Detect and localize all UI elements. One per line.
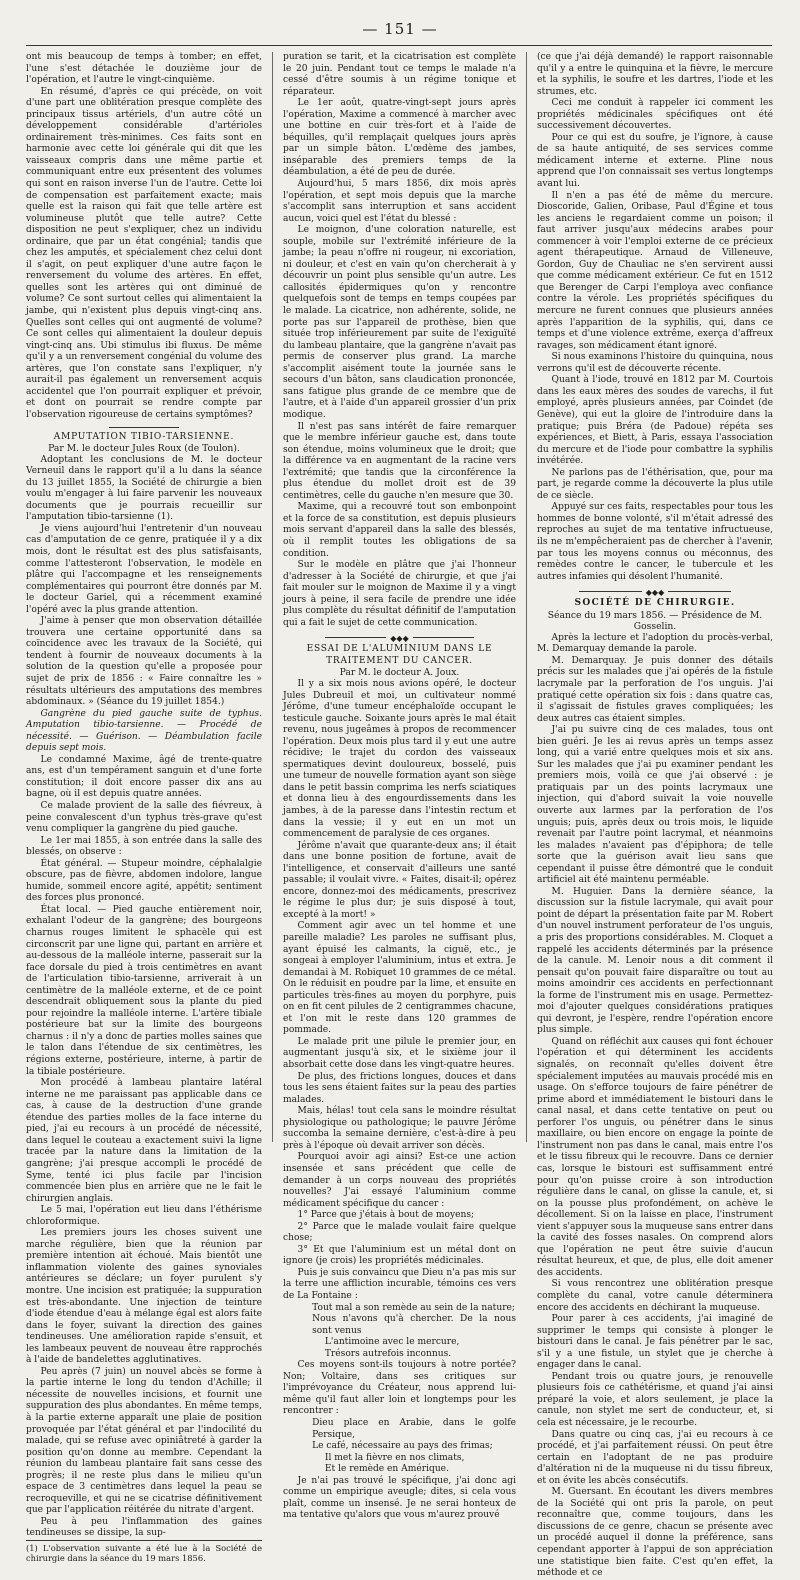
paragraph: Il y a six mois nous avions opéré, le docteur Jules Dubreuil et moi, un cultivateur nommé Jérôme, d'une tumeur encéphaloïde occupant le testicule gauche. Soixante jours après le mal était revenu, nous jugeâmes à propos de recommencer l'opération. Deux mois plus tard il y eut une autre récidive; le trajet du cordon des vaisseaux spermatiques devint douloureux, bosselé, puis une tumeur de nouvelle formation ayant son siège dans le petit bassin comprima les nerfs sciatiques et donna lieu à des engourdissements dans les jambes, à de la paresse dans l'intestin rectum et dans la vessie; il y eut en un mot un commencement de paralysie de ces organes. [283,678,516,840]
verse-line: L'antimoine avec le mercure, [324,1337,460,1348]
paragraph: État général. — Stupeur moindre, céphalalgie obscure, pas de fièvre, abdomen indolore, langue humide, sommeil encore agité, appétit; sentiment des forces plus prononcé. [26,858,262,904]
ornament-divider: ◆◆◆ [537,588,773,595]
paragraph: Je n'ai pas trouvé le spécifique, j'ai donc agi comme un empirique aveugle; dites, si cela vous plaît, comme un insensé. Je ne serai honteux de ma tentative qu'alors que vous m'aurez prouvé [283,1475,516,1521]
verse-line: Tout mal a son remède au sein de la nature; [312,1302,515,1313]
byline-joux: Par M. le docteur A. Joux. [339,667,460,679]
paragraph: ont mis beaucoup de temps à tomber; en effet, l'une s'est détachée le douzième jour de l'opération, et l'autre le vingt-cinquième. [26,52,262,86]
paragraph: Après la lecture et l'adoption du procès-verbal, M. Demarquay demande la parole. [537,632,773,655]
paragraph: Peu à peu l'inflammation des gaines tendineuses se dissipe, la sup- [26,1516,262,1539]
verse-line: Et le remède en Amérique. [324,1464,449,1475]
verse-line: Dieu place en Arabie, dans le golfe Persique, [312,1417,516,1440]
list-item: 1° Parce que j'étais à bout de moyens; [297,1210,475,1221]
paragraph: Les premiers jours les choses suivent une marche régulière, bien que la réunion par première intention ait échoué. Mais bientôt une inflammation violente des gaines synoviales antérieures se déclare; un foyer purulent s'y montre. Une incision est pratiquée; la suppuration est très-abondante. Une injection de teinture d'iode étendue d'eau à mélange égal est alors faite dans le foyer, suivant la direction des gaines tendineuses. Une amélioration rapide s'ensuit, et les lambeaux peuvent de nouveau être rapprochés à l'aide de bandelettes agglutinatives. [26,1228,262,1366]
paragraph: Il n'en a pas été de même du mercure. Dioscoride, Galien, Oribase, Paul d'Égine et tous les anciens le regardaient comme un poison; il faut arriver jusqu'aux médecins arabes pour commencer à voir l'emploi externe de ce précieux agent thérapeutique. Arnaud de Villeneuve, Gordon, Guy de Chauliac ne s'en servirent aussi que comme médicament extérieur. Ce fut en 1512 que Berenger de Carpi l'employa avec confiance contre la vérole. Les propriétés spécifiques du mercure ne furent connues que plusieurs années après l'apparition de la syphilis, qui, dans ce temps et d'une violence extrême, exerça d'affreux ravages, son médicament étant ignoré. [537,190,773,351]
paragraph: J'aime à penser que mon observation détaillée trouvera une certaine opportunité dans sa coïncidence avec les travaux de la Société, qui tendent à fournir de nouveaux documents à la solution de la question qu'elle a proposée pour sujet de prix de 1856 : « Faire connaître les » résultats ultérieurs des amputations des membres abdominaux. » (Séance du 19 juillet 1854.) [26,616,262,708]
paragraph: Ce malade provient de la salle des fiévreux, à peine convalescent d'un typhus très-grave qu'est venu compliquer la gangrène du pied gauche. [26,801,262,835]
paragraph: Mon procédé à lambeau plantaire latéral interne ne me paraissant pas applicable dans ce cas, à cause de la destruction d'une grande étendue des parties molles de la face interne du pied, j'ai eu recours à un procédé de nécessité, dans lequel le couteau a exactement suivi la ligne tracée par la nature dans la limitation de la gangrène; j'ai presque accompli le procédé de Syme, tenté ici plus facile par l'incision commencée bien plus en arrière que ne le fait le chirurgien anglais. [26,1078,262,1204]
paragraph: Le 5 mai, l'opération eut lieu dans l'éthérisme chloroformique. [26,1205,262,1227]
header-rule [26,45,772,46]
paragraph: M. Demarquay. Je puis donner des détails précis sur les malades que j'ai opérés de la fistule lacrymale par la perforation de l'os unguis. J'ai pratiqué cette opération six fois : dans quatre cas, il s'agissait de fistules graves compliquées; les deux autres cas étaient simples. [537,655,773,724]
paragraph: M. Guersant. En écoutant les divers membres de la Société qui ont pris la parole, on peut reconnaître que, comme toujours, dans les discussions de ce genre, chacun se présente avec un procédé auquel il donne la préférence, sans cependant apporter à l'appui de son appréciation une statistique bien faite. C'est qu'en effet, la méthode et ce [537,1487,773,1579]
paragraph: Pendant trois ou quatre jours, je renouvelle plusieurs fois ce cathétérisme, et quand j'ai ainsi préparé la voie, et alors seulement, je place la canule, non stylet me sert de conducteur, et, si cela est nécessaire, je le recourbe. [537,1371,773,1428]
paragraph: Ne parlons pas de l'éthérisation, que, pour ma part, je regarde comme la découverte la plus utile de ce siècle. [537,467,773,501]
paragraph: Le 1er août, quatre-vingt-sept jours après l'opération, Maxime a commencé à marcher avec une bottine en cuir très-fort et à l'aide de béquilles, qu'il remplaçait quelques jours après par un simple bâton. L'œdème des jambes, inséparable des premiers temps de la déambulation, a été de peu de durée. [283,98,516,178]
paragraph: Dans quatre ou cinq cas, j'ai eu recours à ce procédé, et j'ai parfaitement réussi. On peut être certain en l'adoptant de ne pas produire d'altération ni de la muqueuse ni du tissu fibreux, et on évite les abcès consécutifs. [537,1429,773,1486]
paragraph: Le condamné Maxime, âgé de trente-quatre ans, est d'un tempérament sanguin et d'une forte constitution; il doit encore passer dix ans au bagne, où il est depuis quatre années. [26,754,262,800]
column-separator [526,52,527,1142]
verse-line: Nous n'avons qu'à chercher. De la nous sont venus [312,1314,516,1336]
column-right [537,52,773,1579]
section-title-aluminium: ESSAI DE L'ALUMINIUM DANS LE TRAITEMENT DU CANCER. [306,644,493,666]
paragraph: Pour ce qui est du soufre, je l'ignore, à cause de sa haute antiquité, de ses services comme médicament interne et externe. Pline nous apprend que l'on connaissait ses vertus longtemps avant lui. [537,132,773,190]
paragraph: Pour parer à ces accidents, j'ai imaginé de supprimer le temps qui consiste à plonger le bistouri dans le canal. Je fais pénétrer par le sac, s'il y a une fistule, un stylet que je cherche à engager dans le canal. [537,1314,773,1371]
paragraph: J'ai pu suivre cinq de ces malades, tous ont bien guéri. Je les ai revus après un temps assez long, qui a varié entre quelques mois et six ans. Sur les malades que j'ai pu examiner pendant les premiers mois, voilà ce que j'ai observé : je pratiquais par un des points lacrymaux une injection, qui d'abord suivait la voie nouvelle ouverte aux larmes par la perforation de l'os unguis; puis, après deux ou trois mois, le liquide revenait par l'autre point lacrymal, et néanmoins les malades n'avaient pas d'épiphora; de telle sorte que la guérison avait lieu sans que cependant il puisse être démontré que le conduit artificiel ait été maintenu perméable. [537,725,773,886]
session-line: Séance du 19 mars 1856. — Présidence de M. Gosselin. [547,609,763,633]
paragraph: Adoptant les conclusions de M. le docteur Verneuil dans le rapport qu'il a lu dans la séance du 13 juillet 1855, la Société de chirurgie a bien voulu m'engager à lui faire parvenir les nouveaux documents que je pourrais recueillir sur l'amputation tibio-tarsienne (1). [26,454,262,523]
paragraph: Je viens aujourd'hui l'entretenir d'un nouveau cas d'amputation de ce genre, pratiquée il y a dix mois, dont le résultat est des plus satisfaisants, comme l'attesteront l'observation, le modèle en plâtre qui l'accompagne et les renseignements complémentaires qui pourront être donnés par M. le docteur Gariel, qui a récemment examiné l'opéré avec la plus grande attention. [26,523,262,615]
paragraph: Puis je suis convaincu que Dieu n'a pas mis sur la terre une affliction incurable, témoins ces vers de La Fontaine : [283,1267,516,1301]
paragraph: (ce que j'ai déjà demandé) le rapport raisonnable qu'il y a entre le quinquina et la fièvre, le mercure et la syphilis, le soufre et les dartres, l'iode et les strumes, etc. [537,52,773,97]
paragraph: Peu après (7 juin) un nouvel abcès se forme à la partie interne le long du tendon d'Achille; il nécessite de nouvelles incisions, et fournit une suppuration des plus abondantes. En même temps, à la partie externe apparaît une plaie de position provoquée par l'état général et par l'indocilité du malade, qui se refuse avec opiniâtreté à garder la position qu'on donne au membre. Cependant la réunion du lambeau plantaire fait sans cesse des progrès; il ne reste plus dans le milieu qu'un espace de 3 centimètres dans lequel la peau se recroqueville, et qui ne se cicatrise définitivement que par l'application réitérée du nitrate d'argent. [26,1366,262,1516]
footnote: (1) L'observation suivante a été lue à la Société de chirurgie dans la séance du 19 mars 1856. [26,1540,262,1564]
paragraph: Jérôme n'avait que quarante-deux ans; il était dans une bonne position de fortune, avait de l'intelligence, et conservait d'ailleurs une santé passable; il voulait vivre. « Faites, disait-il; opérez encore, donnez-moi des médicaments, prescrivez le régime le plus dur; je suis disposé à tout, excepté à la mort! » [283,840,516,920]
paragraph: Ces moyens sont-ils toujours à notre portée? Non; Voltaire, dans ses critiques sur l'imprévoyance du Créateur, nous apprend lui-même qu'il faut aller loin et longtemps pour les rencontrer : [283,1360,516,1417]
paragraph: Pourquoi avoir agi ainsi? Est-ce une action insensée et sans précédent que celle de demander à un corps nouveau des propriétés nouvelles? J'ai essayé l'aluminium comme médicament spécifique du cancer : [283,1152,516,1209]
paragraph: Ceci me conduit à rappeler ici comment les propriétés médicinales spécifiques ont été successivement découvertes. [537,98,773,132]
paragraph: puration se tarit, et la cicatrisation est complète le 20 juin. Pendant tout ce temps le malade n'a cessé d'être soumis à un régime tonique et réparateur. [283,52,516,97]
paragraph: État local. — Pied gauche entièrement noir, exhalant l'odeur de la gangrène; des bourgeons charnus rouges limitent le sphacèle qui est circonscrit par une ligne qui, partant en arrière et au-dessous de la malléole interne, passerait sur la face dorsale du pied à trois centimètres en avant de l'articulation tibio-tarsienne, arriverait à un centimètre de la malléole externe, et de ce point descendrait obliquement sous la plante du pied pour rejoindre la malléole interne. L'artère tibiale postérieure bat sur la limite des bourgeons charnus : il n'y a donc de parties molles saines que le talon dans l'étendue de six centimètres, les régions externe, postérieure, interne, à partir de la tibiale postérieure. [26,904,262,1077]
paragraph: Le 1er mai 1855, à son entrée dans la salle des blessés, on observe : [26,835,262,858]
paragraph: M. Huguier. Dans la dernière séance, la discussion sur la fistule lacrymale, qui avait pour point de départ la présentation faite par M. Robert d'un nouvel instrument perforateur de l'os unguis, a pris des proportions considérables. M. Cloquet a rappelé les accidents déterminés par la présence de la canule. M. Lenoir nous a dit comment il pensait qu'on pouvait faire disparaître ou tout au moins amoindrir ces accidents en perfectionnant la forme de l'instrument mis en usage. Permettez-moi d'ajouter quelques considérations pratiques qui devront, je l'espère, rendre l'opération encore plus simple. [537,886,773,1036]
paragraph: Mais, hélas! tout cela sans le moindre résultat physiologique ou pathologique; le pauvre Jérôme succomba la semaine dernière, c'est-à-dire à peu près à l'époque où devait arriver son décès. [283,1106,516,1151]
section-title-societe: SOCIÉTÉ DE CHIRURGIE. [574,598,736,609]
paragraph: Quant à l'iode, trouvé en 1812 par M. Courtois dans les eaux mères des soudes de varechs, il fut employé, après plusieurs années, par Coindet (de Genève), qui eut la gloire de l'introduire dans la pratique; puis Bréra (de Padoue) répéta ses expériences, et Biett, à Paris, essaya l'association du mercure et de l'iode pour combattre la syphilis invétérée. [537,375,773,467]
column-middle [283,52,516,1521]
byline-jules-roux: Par M. le docteur Jules Roux (de Toulon). [48,443,240,455]
paragraph: Sur le modèle en plâtre que j'ai l'honneur d'adresser à la Société de chirurgie, et que j'ai fait mouler sur le moignon de Maxime il y a vingt jours à peine, il sera facile de prendre une idée plus complète du résultat définitif de l'amputation qui a fait le sujet de cette communication. [283,560,516,628]
paragraph: Appuyé sur ces faits, respectables pour tous les hommes de bonne volonté, s'il m'était adressé des reproches au sujet de ma tentative infructueuse, ils ne m'empêcheraient pas de chercher à l'avenir, par tous les moyens connus ou méconnus, des remèdes contre le cancer, le tubercule et les autres infamies qui désolent l'humanité. [537,502,773,582]
paragraph: Si nous examinons l'histoire du quinquina, nous verrons qu'il est de découverte récente. [537,352,773,374]
paragraph: Si vous rencontrez une oblitération presque complète du canal, votre canule déterminera encore des accidents en déchirant la muqueuse. [537,1279,773,1313]
paragraph: Comment agir avec un tel homme et une pareille maladie? Les paroles ne suffisant plus, ayant épuisé les calmants, la ciguë, etc., je songeai à employer l'aluminium, intus et extra. Je demandai à M. Robiquet 10 grammes de ce métal. On le réduisit en poudre par la lime, et ensuite en particules très-fines au moyen du porphyre, puis on en fit cent pilules de 2 centigrammes chacune, et l'on mit le reste dans 120 grammes de pommade. [283,921,516,1036]
list-item: 2° Parce que le malade voulait faire quelque chose; [283,1221,516,1244]
paragraph: Le moignon, d'une coloration naturelle, est souple, mobile sur l'extrémité inférieure de la jambe; la peau n'offre ni rougeur, ni excoriation, ni douleur, et c'est en vain qu'on chercherait à y découvrir un point plus sensible qu'un autre. Les callosités épidermiques qu'on y rencontre quelquefois sont de temps en temps coupées par le malade. La cicatrice, non adhérente, solide, ne porte pas sur l'appareil de prothèse, bien que située trop inférieurement par suite de l'exiguïté du lambeau plantaire, que la gangrène n'avait pas permis de conserver plus grand. La marche s'accomplit aisément toute la journée sans le secours d'un bâton, sans claudication prononcée, sans fatigue plus grande de ce membre que de l'autre, et à l'aide d'un appareil grossier d'un prix modique. [283,225,516,420]
paragraph: Il n'est pas sans intérêt de faire remarquer que le membre inférieur gauche est, dans toute son étendue, moins volumineux que le droit; que la différence va en augmentant de la racine vers l'extrémité; que tandis que la circonférence la plus étendue du mollet droit est de 39 centimètres, celle du gauche n'en mesure que 30. [283,421,516,501]
verse-line: Trésors autrefois inconnus. [324,1348,452,1359]
ornament-divider: ◆◆◆ [283,634,516,641]
verse-line: Le café, nécessaire au pays des frimas; [312,1441,493,1452]
column-left [26,52,262,1564]
paragraph: En résumé, d'après ce qui précède, on voit d'une part une oblitération presque complète des principaux tissus artériels, d'un autre côté un développement considérable d'artérioles ordinairement très-minimes. Ces faits sont en harmonie avec cette loi générale qui dit que les vaisseaux compris dans une même partie et communiquant entre eux présentent des volumes qui sont en raison inverse l'un de l'autre. Cette loi de compensation est parfaitement exacte; mais quelle est la raison qui fait que telle artère est volumineuse plutôt que telle autre? Cette disposition ne peut s'expliquer, chez un individu ordinaire, que par un état congénial; tandis que chez les amputés, et spécialement chez celui dont il s'agit, on peut expliquer d'une autre façon le renversement du volume des artères. En effet, quelles sont les artères qui ont diminué de volume? Ce sont surtout celles qui alimentaient la jambe, qui n'existent plus depuis vingt-cinq ans. Quelles sont celles qui ont augmenté de volume? Ce sont celles qui alimentaient la douleur depuis vingt-cinq ans. Ubi stimulus ibi fluxus. De même qu'il y a un renversement congénial du volume des artères, que l'on constate sans l'expliquer, n'y aurait-il pas également un renversement acquis accidentel que l'on pourrait expliquer et prévoir, et dont on pourrait se rendre compte par l'observation rigoureuse de certains symptômes? [26,86,262,420]
paragraph: Aujourd'hui, 5 mars 1856, dix mois après l'opération, et sept mois depuis que la marche s'accomplit sans interruption et sans accident aucun, voici quel est l'état du blessé : [283,179,516,224]
page-number: — 151 — [362,20,438,38]
column-separator [272,52,273,1142]
case-title: Gangrène du pied gauche suite de typhus. Amputation tibio-tarsienne. — Procédé de nécessité. — Guérison. — Déambulation facile depuis sept mois. [26,708,262,754]
list-item: 3° Et que l'aluminium est un métal dont on ignore (je crois) les propriétés médicinales. [283,1244,516,1267]
section-title-amputation: AMPUTATION TIBIO-TARSIENNE. [53,431,235,442]
paragraph: Quand on réfléchit aux causes qui font échouer l'opération et qui déterminent les accidents signalés, on reconnaît qu'elles doivent être spécialement imputées au mauvais procédé mis en usage. On s'efforce toujours de faire pénétrer de prime abord et immédiatement le bistouri dans le canal nasal, et dans cette tentative on peut ou perforer l'os unguis, ou pénétrer dans le sinus maxillaire, ou bien encore on engage la pointe de l'instrument non pas dans le canal, mais entre l'os et le tissu fibreux qui le recouvre. Dans ce dernier cas, lorsque le bistouri est suffisamment entré pour qu'on puisse croire à son introduction régulière dans le canal, on glisse la canule, et, si on la pousse plus profondément, on achève le décollement. Si on la laisse en place, l'instrument vient s'appuyer sous la muqueuse sans entrer dans la cavité des fosses nasales. On comprend alors que l'opération ne peut être suivie d'aucun résultat heureux, et que, de plus, elle doit amener des accidents. [537,1036,773,1278]
verse-line: Il met la fièvre en nos climats, [324,1452,465,1463]
paragraph: De plus, des frictions longues, douces et dans tous les sens étaient faites sur la peau des parties malades. [283,1071,516,1105]
paragraph: Le malade prit une pilule le premier jour, en augmentant jusqu'à six, et le sixième jour il absorbait cette dose dans les vingt-quatre heures. [283,1036,516,1071]
section-divider [109,427,180,428]
paragraph: Maxime, qui a recouvré tout son embonpoint et la force de sa constitution, est depuis plusieurs mois servant d'appareil dans la salle des blessés, où il remplit toutes les obligations de sa condition. [283,502,516,559]
